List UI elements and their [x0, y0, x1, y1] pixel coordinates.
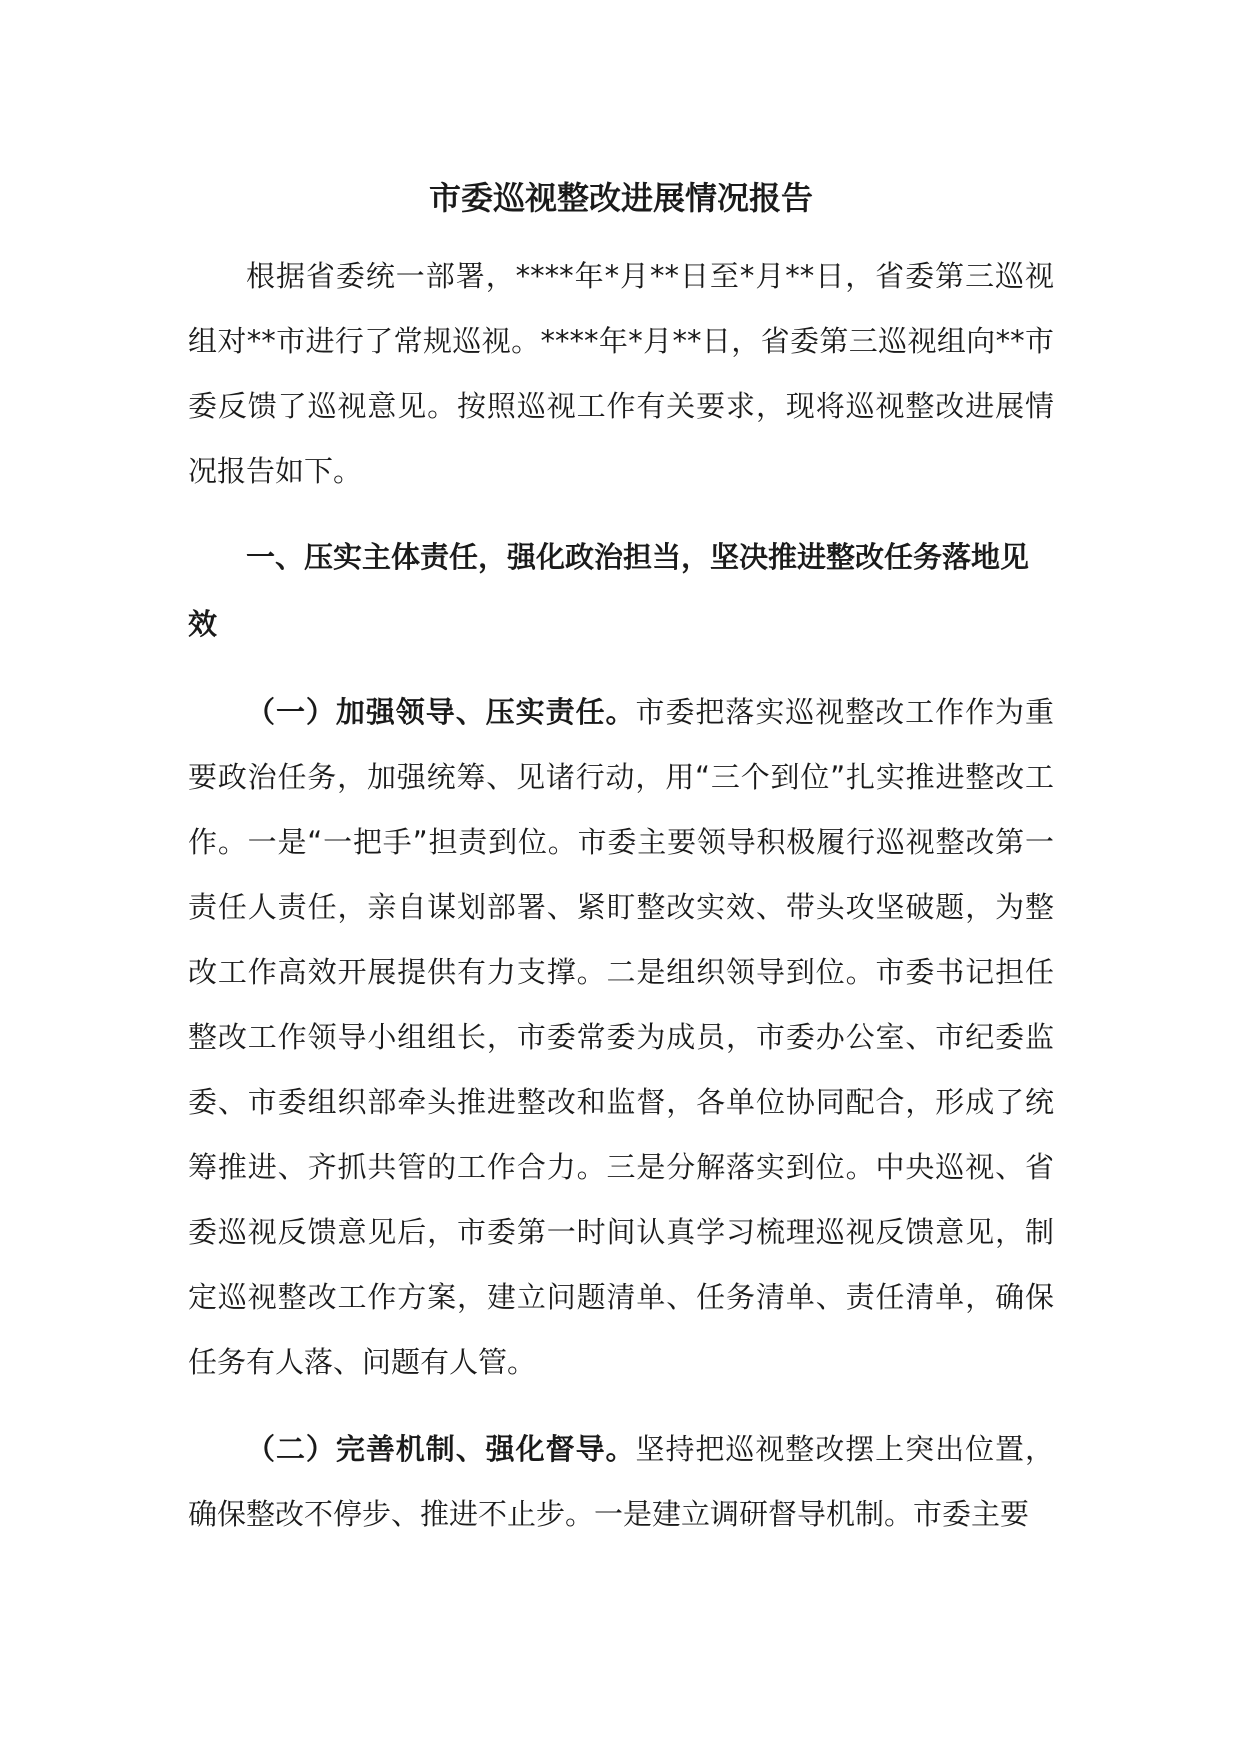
document-page	[188, 170, 1054, 1547]
section-1-item-2-heading: （二）完善机制、强化督导。	[246, 1432, 636, 1466]
document-title: 市委巡视整改进展情况报告	[428, 179, 813, 217]
section-1-item-2-paragraph	[188, 1417, 1054, 1547]
section-1-heading: 一、压实主体责任，强化政治担当，坚决推进整改任务落地见效	[188, 540, 1030, 641]
section-1-item-1-paragraph	[188, 680, 1054, 1395]
intro-paragraph: 根据省委统一部署，****年*月**日至*月**日，省委第三巡视组对**市进行了常规巡视。****年*月**日，省委第三巡视组向**市委反馈了巡视意见。按照巡视工作有关要求，现将巡视整改进展情况报告如下。	[188, 259, 1054, 488]
section-1-item-2-body: 坚持把巡视整改摆上突出位置，确保整改不停步、推进不止步。一是建立调研督导机制。市委主要	[188, 1432, 1054, 1531]
section-1-item-1-body: 市委把落实巡视整改工作作为重要政治任务，加强统筹、见诸行动，用“三个到位”扎实推进整改工作。一是“一把手”担责到位。市委主要领导积极履行巡视整改第一责任人责任，亲自谋划部署、紧盯整改实效、带头攻坚破题，为整改工作高效开展提供有力支撑。二是组织领导到位。市委书记担任整改工作领导小组组长，市委常委为成员，市委办公室、市纪委监委、市委组织部牵头推进整改和监督，各单位协同配合，形成了统筹推进、齐抓共管的工作合力。三是分解落实到位。中央巡视、省委巡视反馈意见后，市委第一时间认真学习梳理巡视反馈意见，制定巡视整改工作方案，建立问题清单、任务清单、责任清单，确保任务有人落、问题有人管。	[188, 695, 1054, 1379]
section-1-item-1-heading: （一）加强领导、压实责任。	[246, 695, 636, 729]
